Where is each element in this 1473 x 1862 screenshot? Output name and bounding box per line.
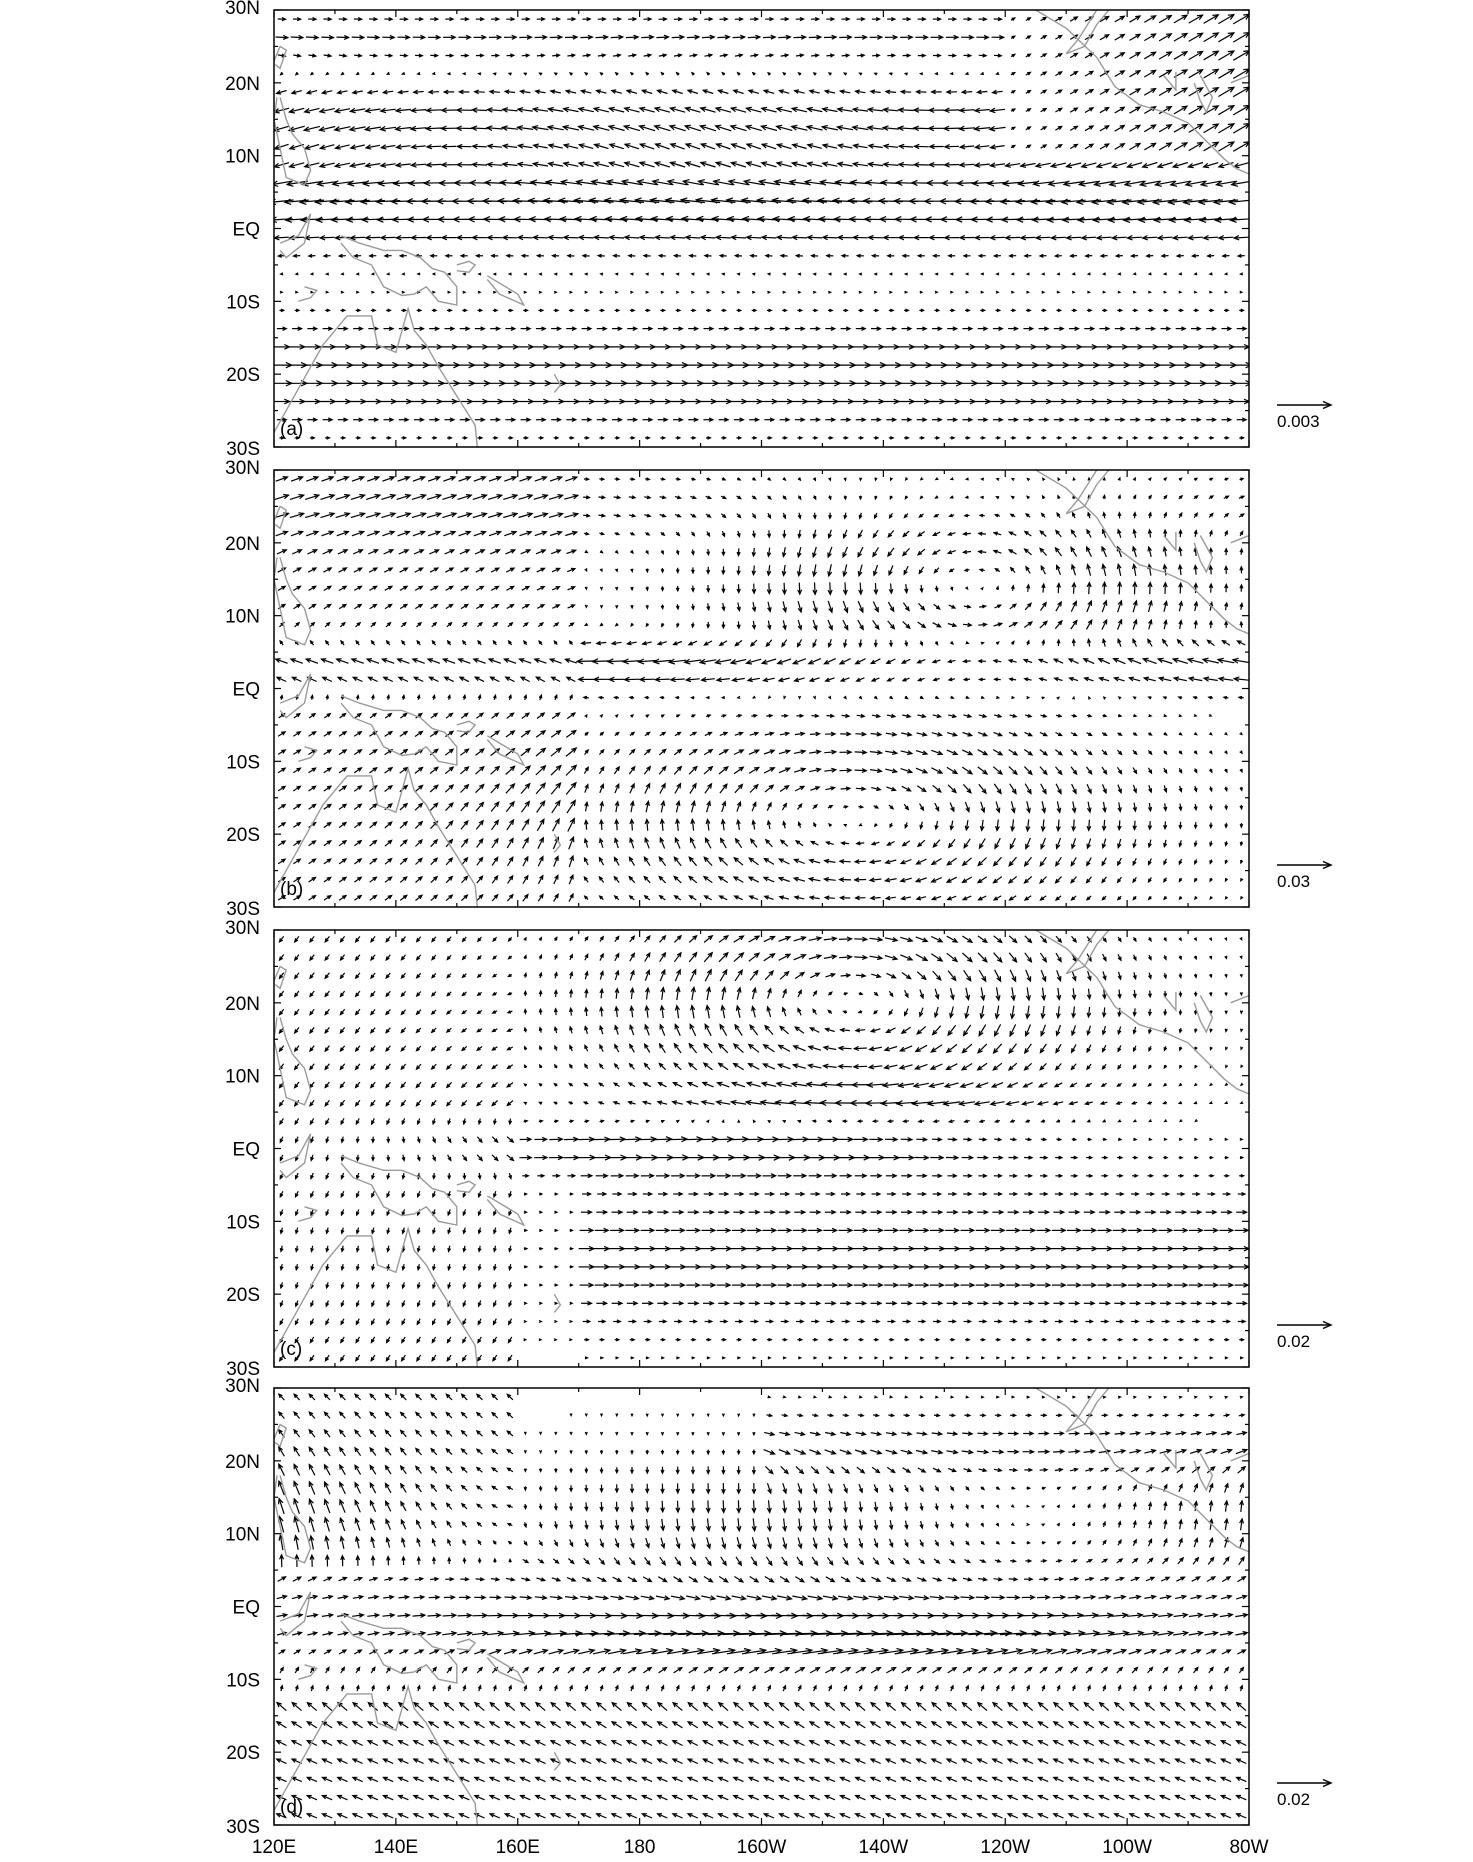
coastlines <box>274 10 1249 505</box>
vector-arrow-head <box>966 291 968 293</box>
vector-arrow-head <box>630 291 632 293</box>
vector-arrow-head <box>403 273 405 275</box>
vector-arrow <box>1218 106 1234 115</box>
vector-arrow-head <box>844 273 846 275</box>
vector-arrow <box>1233 142 1249 152</box>
vector-arrow-head <box>767 291 769 293</box>
vector-arrow <box>1189 143 1203 151</box>
vector-arrow-head <box>875 273 877 275</box>
vector-arrow-head <box>1058 273 1060 275</box>
vector-arrow-head <box>508 291 510 293</box>
vector-arrow-head <box>997 273 999 275</box>
vector-arrow-head <box>1195 273 1197 275</box>
vector-arrow-head <box>874 291 876 293</box>
vector-arrow-head <box>982 273 984 275</box>
vector-arrow-head <box>981 291 983 293</box>
vector-arrow-head <box>1103 291 1105 293</box>
coastline <box>487 276 524 305</box>
y-tick-label: 10N <box>225 146 260 168</box>
panels <box>225 0 1331 1862</box>
vector-arrow-head <box>387 72 390 74</box>
vector-arrow-head <box>662 273 664 275</box>
vector-arrow <box>1204 69 1219 78</box>
vector-arrow-head <box>1043 273 1045 275</box>
vector-arrow-head <box>889 291 891 293</box>
vector-arrow-head <box>799 696 801 698</box>
vector-arrow-head <box>281 273 284 275</box>
vector-arrow-head <box>936 273 938 275</box>
vector-arrow <box>1174 52 1187 60</box>
vector-arrow-head <box>615 291 617 293</box>
vector-arrow-head <box>1088 273 1090 275</box>
panel-frame <box>274 10 1249 447</box>
vector-arrow-head <box>540 73 543 75</box>
vector-arrow-head <box>478 291 480 293</box>
vector-arrow-head <box>1027 697 1029 699</box>
vector-arrow-head <box>585 568 587 571</box>
vector-arrow-head <box>828 696 830 699</box>
vector-arrow-head <box>433 72 436 74</box>
vector-arrow <box>945 110 960 111</box>
vector-arrow-head <box>768 273 771 275</box>
vector-arrow-head <box>296 273 298 275</box>
vector-arrow-head <box>844 291 846 293</box>
vector-arrow-head <box>828 291 830 293</box>
vector-arrow-head <box>295 291 297 293</box>
vector-arrow-head <box>357 72 360 74</box>
vector-arrow-head <box>859 291 861 293</box>
vector-arrow-head <box>661 291 663 293</box>
vector-arrow-head <box>798 291 800 293</box>
vector-arrow-head <box>585 273 587 275</box>
vector-arrow-head <box>1164 291 1166 293</box>
vector-arrow-head <box>372 273 374 275</box>
vector-arrow-head <box>585 291 587 293</box>
vector-arrow-head <box>1104 697 1106 699</box>
y-tick-label: 30N <box>225 0 260 19</box>
y-tick-label: 20S <box>226 365 260 387</box>
vector-arrow-head <box>844 478 846 481</box>
vector-arrow-head <box>600 291 602 293</box>
vector-arrow-head <box>981 72 984 74</box>
vector-arrow-head <box>494 273 496 275</box>
vector-arrow <box>1218 142 1234 151</box>
vector-arrow-head <box>951 273 953 275</box>
vector-arrow <box>1174 143 1187 151</box>
vector-arrow <box>1218 124 1234 133</box>
vector-arrow-head <box>966 642 969 644</box>
vector-arrow <box>1174 34 1187 42</box>
vector-arrow-head <box>555 73 558 75</box>
vector-arrow-head <box>387 273 389 275</box>
vector-arrow-head <box>966 478 968 480</box>
vector-arrow <box>1189 52 1203 60</box>
vector-arrow-head <box>509 73 512 75</box>
vector-arrow-head <box>631 273 634 275</box>
vector-arrow-head <box>1164 715 1167 717</box>
vector-arrow <box>1233 33 1249 43</box>
vector-arrow-head <box>996 291 998 293</box>
vector-arrow-head <box>569 291 571 293</box>
reference-vector <box>1277 402 1331 432</box>
vector-arrow-head <box>494 73 497 75</box>
vector-arrow-head <box>1087 291 1089 293</box>
vector-arrow-head <box>691 291 693 293</box>
vector-arrow-head <box>981 588 983 590</box>
vector-arrow-head <box>692 273 694 275</box>
vector-arrow-head <box>1180 273 1182 275</box>
coastline <box>1231 76 1249 83</box>
vector-arrow-head <box>539 291 541 293</box>
vector-arrow-head <box>371 291 373 293</box>
vector-arrow-head <box>1119 697 1122 699</box>
vector-arrow-head <box>448 273 450 275</box>
coastline <box>298 287 316 302</box>
y-tick-label: 10S <box>226 292 260 314</box>
vector-arrow-head <box>752 291 754 293</box>
vector-arrow-head <box>1225 273 1227 275</box>
vector-arrow-head <box>402 72 405 74</box>
vector-arrow-head <box>935 291 937 293</box>
vector-arrow-head <box>1134 697 1137 699</box>
vector-arrow-head <box>310 291 312 293</box>
vector-arrow-head <box>311 273 313 275</box>
vector-arrow-head <box>524 73 527 75</box>
vector-arrow <box>1189 33 1203 41</box>
vector-arrow-head <box>1026 291 1028 293</box>
vector-arrow-head <box>905 73 908 75</box>
vector-arrow-head <box>784 696 786 699</box>
vector-arrow-head <box>891 477 893 480</box>
vector-arrow-head <box>1011 291 1013 293</box>
vector-arrow <box>914 128 930 129</box>
vector-arrow <box>1233 14 1249 24</box>
vector-arrow-head <box>448 291 450 293</box>
vector-arrow-head <box>951 73 954 75</box>
vector-arrow-head <box>951 478 954 480</box>
vector-arrow-head <box>418 273 420 275</box>
vector-arrow-head <box>769 696 771 698</box>
vector-arrow-head <box>813 291 815 293</box>
coastline <box>609 483 627 505</box>
vector-arrow-head <box>463 291 465 293</box>
vector-arrow-head <box>646 273 648 275</box>
vector-arrow-head <box>1103 273 1105 275</box>
vector-arrow-head <box>1042 697 1044 699</box>
vector-arrow-head <box>997 72 1000 74</box>
vector-arrow-head <box>540 273 542 275</box>
vector-arrow-head <box>965 587 967 589</box>
vector-arrow-head <box>1011 696 1014 698</box>
vector-arrow-head <box>1240 291 1242 293</box>
coastline <box>457 261 475 272</box>
vector-arrow-head <box>1118 478 1120 481</box>
vector-arrow-head <box>813 477 815 480</box>
vector-arrow-head <box>601 273 603 275</box>
vector-arrow-head <box>616 273 618 275</box>
vector-arrow <box>1233 124 1249 134</box>
vector-arrow-head <box>1027 273 1029 275</box>
vector-arrow-head <box>525 273 527 275</box>
vector-arrow <box>1218 33 1234 42</box>
vector-arrow-head <box>753 273 755 275</box>
vector-arrow <box>1174 15 1187 23</box>
vector-arrow-head <box>950 291 952 293</box>
vector-arrow <box>1174 106 1187 114</box>
vector-arrow-head <box>844 696 846 699</box>
coastline <box>274 309 478 455</box>
vector-arrow-head <box>860 478 862 480</box>
vector-arrow <box>1218 15 1234 24</box>
vector-arrow <box>1189 15 1203 23</box>
vector-arrow-head <box>1179 291 1181 293</box>
vector-arrow-head <box>1073 478 1075 481</box>
vector-arrow-head <box>585 550 588 552</box>
vector-arrow-head <box>738 273 740 275</box>
vector-arrow-head <box>1089 697 1091 699</box>
vector-arrow-head <box>615 569 617 572</box>
vector-arrow-head <box>387 291 389 293</box>
vector-arrow-head <box>1073 697 1075 699</box>
vector-arrow-head <box>1164 273 1167 275</box>
vector-arrow-head <box>479 73 482 75</box>
vector-arrow-head <box>342 273 344 275</box>
vector-arrow <box>1204 51 1219 60</box>
y-tick-label: 30S <box>226 439 260 460</box>
vector-arrow-head <box>814 273 817 275</box>
vector-arrow-head <box>905 273 907 275</box>
vector-arrow-head <box>341 291 343 293</box>
vector-arrow <box>1174 125 1187 133</box>
vector-arrow-head <box>585 587 587 589</box>
vector-arrow <box>1233 69 1249 79</box>
vector-arrow-head <box>1133 478 1135 481</box>
vector-arrow-head <box>1058 478 1060 481</box>
vector-arrow-head <box>524 291 526 293</box>
vector-arrow-head <box>357 273 359 275</box>
vector-arrow-head <box>1057 291 1059 293</box>
vector-arrow-head <box>706 291 708 293</box>
reference-vector-label: 0.003 <box>1277 412 1320 431</box>
vector-arrow-head <box>326 273 329 275</box>
vector-arrow-head <box>753 696 756 698</box>
vector-arrow-head <box>418 72 421 74</box>
vector-arrow-head <box>464 273 466 275</box>
panel-label: (a) <box>280 419 304 440</box>
vector-arrow-head <box>555 273 557 275</box>
vector-arrow-head <box>676 291 678 293</box>
vector-arrow <box>1233 105 1249 115</box>
vector-arrow-head <box>1133 291 1135 293</box>
vector-arrow-head <box>921 273 923 275</box>
vector-arrow-head <box>906 477 908 480</box>
vector-arrow-head <box>433 273 435 275</box>
vector-arrow-head <box>585 605 587 607</box>
vector-arrow-head <box>1148 291 1150 293</box>
vector-arrow <box>944 128 960 129</box>
vector-arrow-head <box>1012 479 1015 481</box>
vector-arrow-head <box>493 291 495 293</box>
vector-field <box>270 14 1254 439</box>
vector-arrow-head <box>1134 273 1136 275</box>
vector-arrow-head <box>722 291 724 293</box>
vector-arrow-head <box>554 291 556 293</box>
vector-arrow <box>1204 15 1219 24</box>
coastline <box>274 46 286 68</box>
panel-b <box>225 458 1331 965</box>
vector-arrow-head <box>1209 714 1211 716</box>
vector-arrow-head <box>860 273 862 275</box>
vector-arrow <box>1218 87 1234 96</box>
vector-arrow-head <box>784 273 786 275</box>
vector-arrow <box>1204 124 1219 133</box>
vector-arrow-head <box>982 478 985 480</box>
vector-arrow-head <box>1042 291 1044 293</box>
vector-arrow-head <box>799 273 801 275</box>
vector-arrow-head <box>1209 291 1211 293</box>
vector-arrow-head <box>783 291 785 293</box>
vector-arrow <box>1218 51 1234 60</box>
vector-arrow <box>1233 51 1249 61</box>
vector-arrow-head <box>570 273 572 275</box>
vector-arrow-head <box>722 696 725 698</box>
vector-arrow-head <box>646 291 648 293</box>
vector-arrow <box>1218 69 1234 78</box>
vector-arrow-head <box>997 479 1000 481</box>
vector-arrow-head <box>905 291 907 293</box>
vector-arrow-head <box>813 696 815 699</box>
vector-field <box>275 477 1250 902</box>
vector-arrow-head <box>479 273 481 275</box>
vector-arrow-head <box>829 273 831 275</box>
vector-arrow-head <box>723 273 726 275</box>
panel-a <box>225 0 1331 505</box>
y-tick-label: EQ <box>232 219 260 241</box>
vector-arrow-head <box>1012 273 1014 275</box>
vector-arrow-head <box>1149 273 1151 275</box>
vector-arrow-head <box>600 568 602 571</box>
vector-arrow-head <box>875 478 877 481</box>
vector-arrow-head <box>326 291 328 293</box>
vector-arrow-head <box>860 73 863 75</box>
vector-arrow-head <box>996 696 999 698</box>
vector-arrow <box>945 165 960 166</box>
vector-arrow-head <box>280 291 282 293</box>
vector-arrow-head <box>1103 478 1105 481</box>
vector-arrow-head <box>1148 715 1151 717</box>
vector-arrow-head <box>1241 273 1243 275</box>
vector-arrow-head <box>1072 291 1074 293</box>
vector-arrow-head <box>920 73 923 75</box>
vector-arrow-head <box>1179 715 1181 717</box>
vector-arrow-head <box>372 72 375 74</box>
vector-arrow-head <box>677 273 680 275</box>
vector-arrow-head <box>875 73 878 75</box>
vector-arrow-head <box>737 291 739 293</box>
vector-arrow-head <box>1119 273 1122 275</box>
vector-arrow-head <box>936 478 939 480</box>
vector-arrow-head <box>1194 291 1196 293</box>
vector-arrow-head <box>1073 273 1076 275</box>
vector-arrow <box>1204 33 1219 42</box>
coastline <box>1066 10 1109 54</box>
vector-arrow-head <box>432 291 434 293</box>
vector-arrow-head <box>1194 714 1196 716</box>
vector-arrow-head <box>738 696 741 698</box>
vector-arrow-head <box>829 478 831 481</box>
vector-arrow-head <box>585 623 588 625</box>
vector-arrow-head <box>966 72 969 74</box>
vector-arrow-head <box>1057 697 1059 699</box>
vector-arrow-head <box>1210 273 1213 275</box>
y-tick-label: 20N <box>225 73 260 95</box>
vector-arrow-head <box>966 273 968 275</box>
vector-arrow-head <box>600 587 602 590</box>
vector-arrow-head <box>509 273 511 275</box>
vector-arrow <box>1189 106 1203 114</box>
vector-arrow-head <box>601 605 603 607</box>
vector-arrow-head <box>356 291 358 293</box>
vector-arrow-head <box>890 273 892 275</box>
vector-arrow-head <box>707 273 709 275</box>
vector-arrow-head <box>920 291 922 293</box>
vector-arrow-head <box>1043 478 1045 481</box>
coastline <box>1164 72 1176 90</box>
vector-arrow-head <box>585 715 587 718</box>
vector-arrow-head <box>981 642 984 644</box>
vector-arrow-head <box>890 73 893 75</box>
vector-arrow-head <box>844 73 847 75</box>
vector-arrow <box>1233 87 1249 97</box>
vector-arrow-head <box>1118 291 1120 293</box>
vector-arrow-head <box>1224 291 1226 293</box>
vector-arrow-head <box>829 73 832 75</box>
coastline <box>280 214 311 258</box>
vector-arrow-head <box>402 291 404 293</box>
coastline <box>341 236 457 305</box>
